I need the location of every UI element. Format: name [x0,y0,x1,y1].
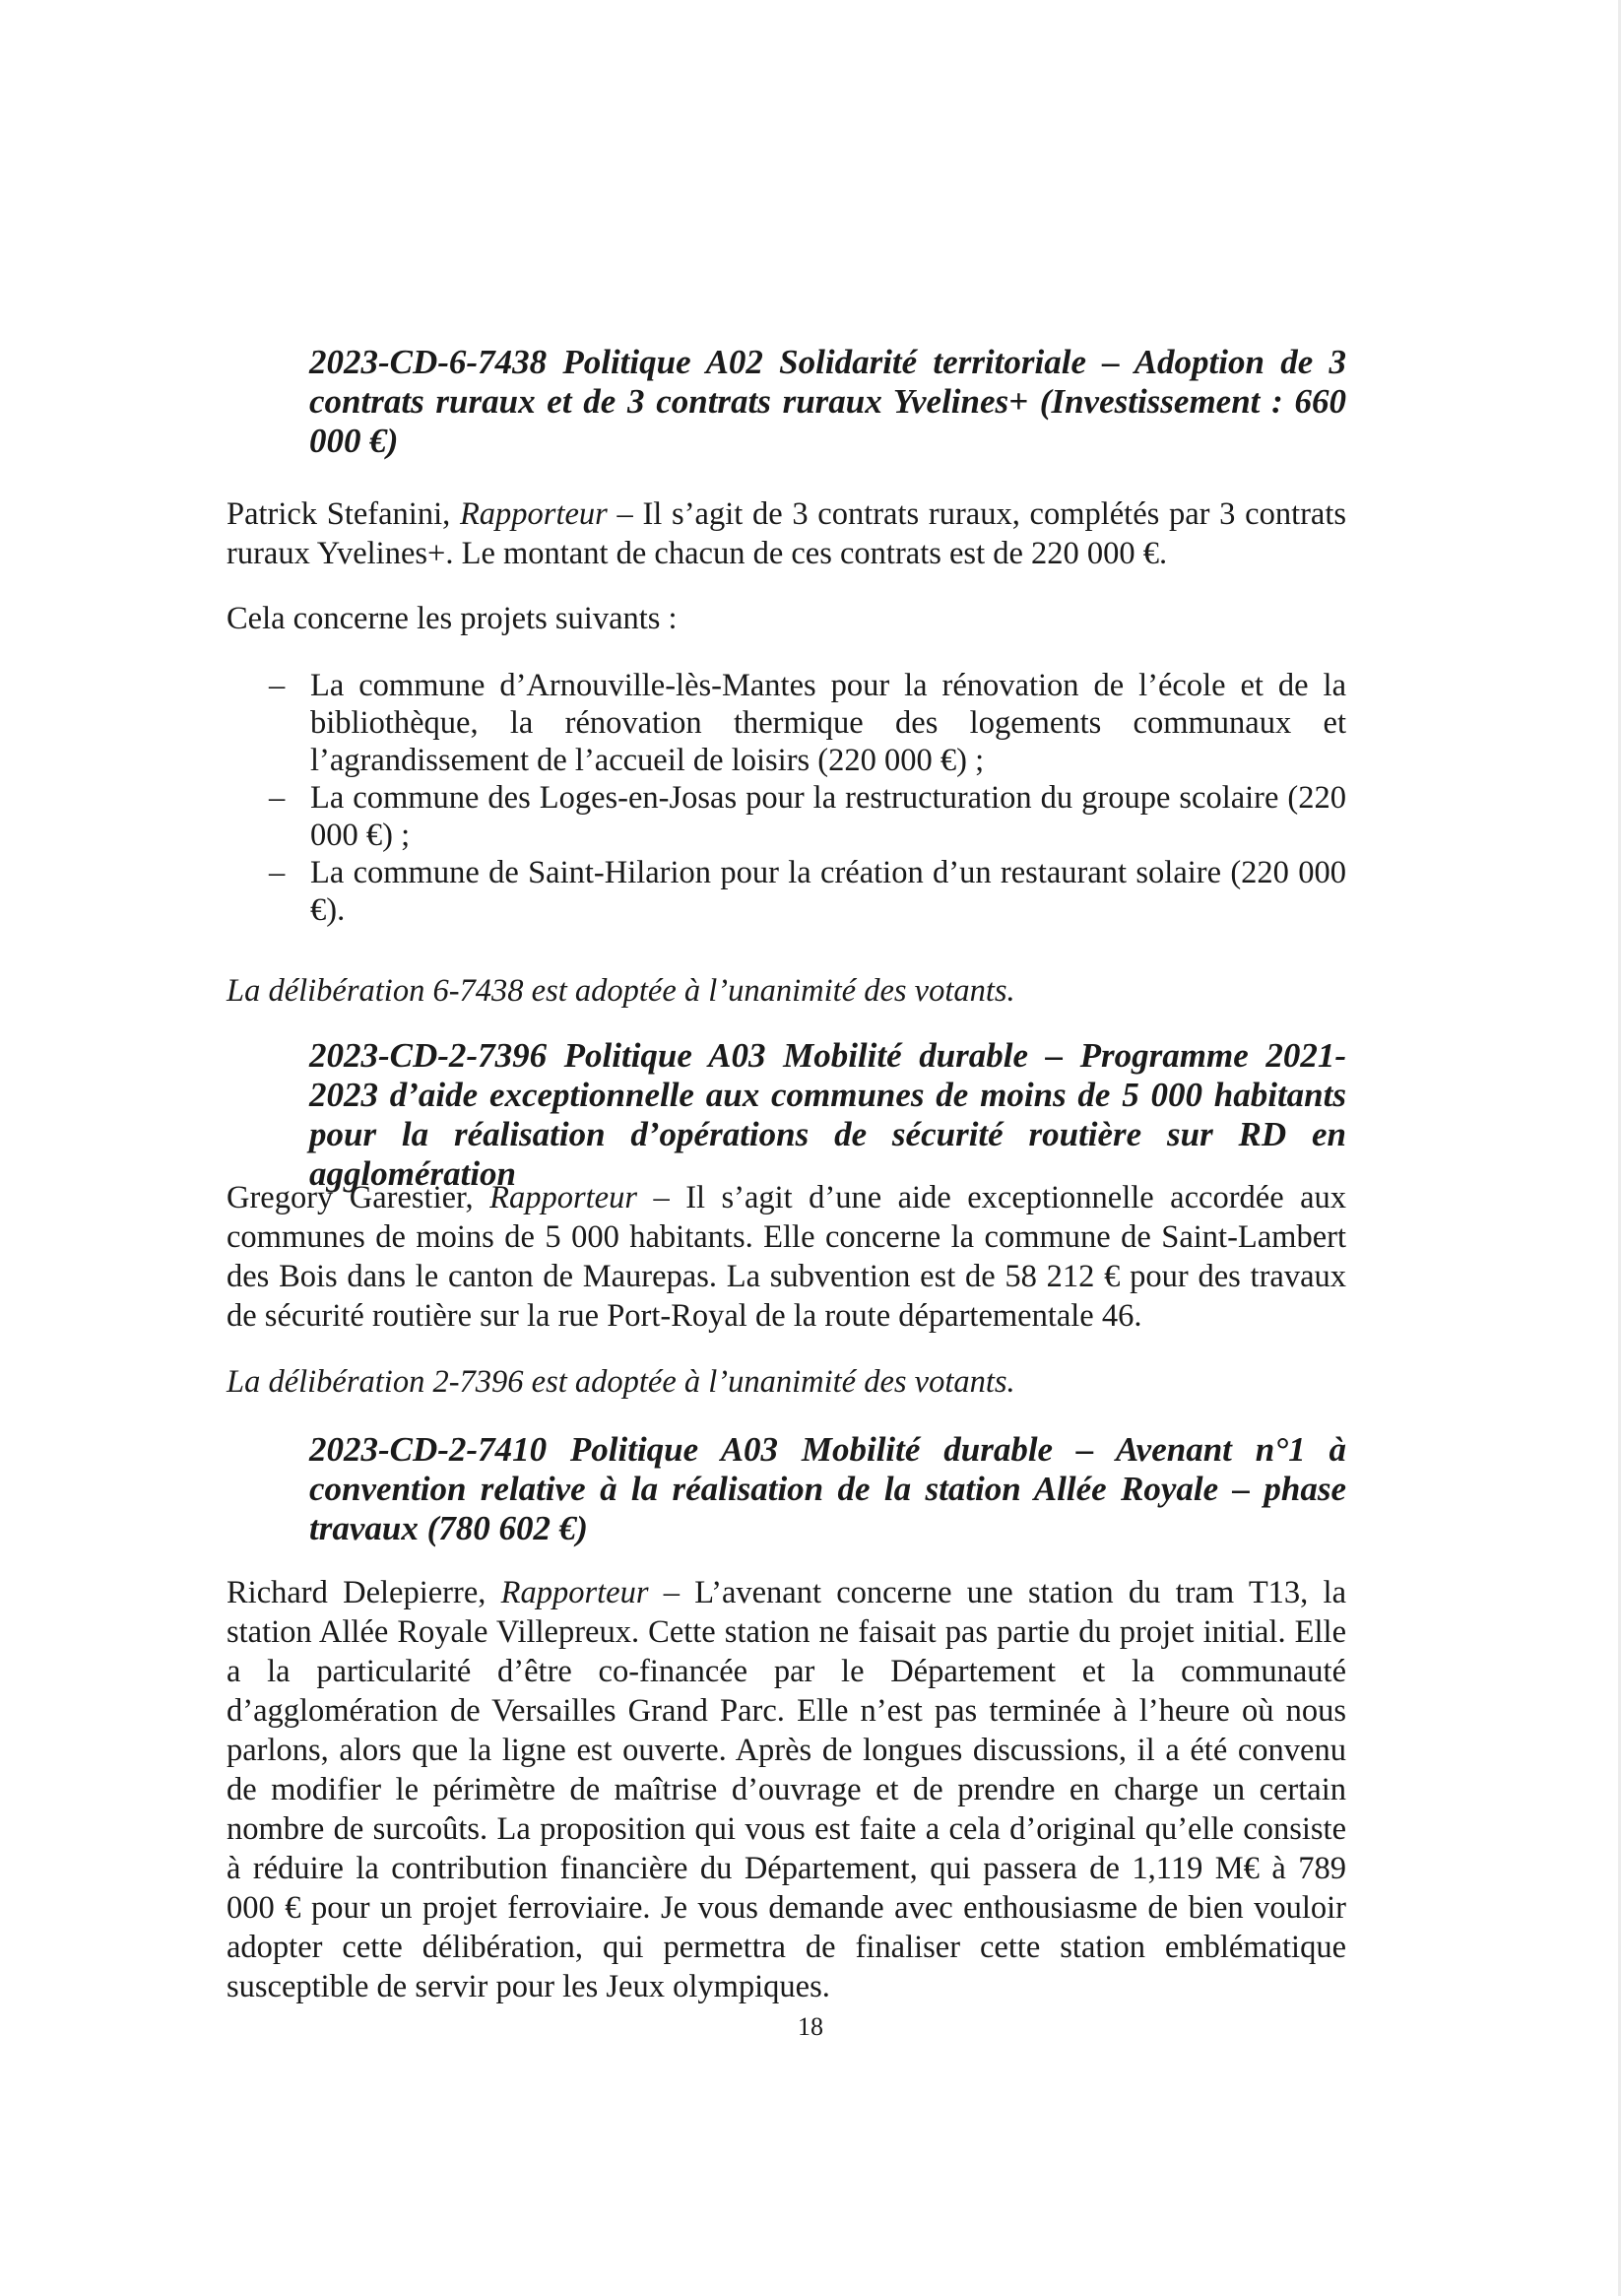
section-heading-6-7438: 2023-CD-6-7438 Politique A02 Solidarité territoriale – Adoption de 3 contrats ruraux et de 3 contrats ruraux Yvelines+ (Investissement : 660 000 €) [309,343,1346,460]
statement-text: – L’avenant concerne une station du tram T13, la station Allée Royale Villepreux. Cette station ne faisait pas partie du projet initial. Elle a la particularité d’être co-financée par le Département et la communauté d’agglomération de Versailles Grand Parc. Elle n’est pas terminée à l’heure où nous parlons, alors que la ligne est ouverte. Après de longues discussions, il a été convenu de modifier le périmètre de maîtrise d’ouvrage et de prendre en charge un certain nombre de surcoûts. La proposition qui vous est faite a cela d’original qu’elle consiste à réduire la contribution financière du Département, qui passera de 1,119 M€ à 789 000 € pour un projet ferroviaire. Je vous demande avec enthousiasme de bien vouloir adopter cette délibération, qui permettra de finaliser cette station emblématique susceptible de servir pour les Jeux olympiques. [227,1575,1346,2004]
list-item: – La commune des Loges-en-Josas pour la restructuration du groupe scolaire (220 000 €) ; [269,780,1346,853]
section-heading-2-7410: 2023-CD-2-7410 Politique A03 Mobilité durable – Avenant n°1 à convention relative à la réalisation de la station Allée Royale – phase travaux (780 602 €) [309,1430,1346,1547]
speaker-role: Rapporteur [500,1575,649,1610]
speaker-name: Gregory Garestier, [227,1180,474,1215]
speaker-name: Richard Delepierre, [227,1575,486,1610]
rapporteur-statement-stefanini [227,494,1346,573]
statement-text: – Il s’agit de 3 contrats ruraux, complétés par 3 contrats ruraux Yvelines+. Le montant de chacun de ces contrats est de 220 000 €. [227,496,1347,571]
speaker-role: Rapporteur [489,1180,638,1215]
projects-intro: Cela concerne les projets suivants : [227,601,678,636]
page-number: 18 [798,2012,823,2041]
speaker-name: Patrick Stefanini, [227,496,451,532]
speaker-role: Rapporteur [459,496,608,532]
rapporteur-statement-garestier [227,1178,1346,1336]
project-list [227,667,1346,929]
list-item: – La commune de Saint-Hilarion pour la création d’un restaurant solaire (220 000 €). [269,855,1346,928]
decision-2-7396: La délibération 2-7396 est adoptée à l’unanimité des votants. [227,1364,1015,1400]
rapporteur-statement-delepierre [227,1573,1346,2006]
decision-6-7438: La délibération 6-7438 est adoptée à l’unanimité des votants. [227,973,1015,1009]
statement-text: – Il s’agit d’une aide exceptionnelle accordée aux communes de moins de 5 000 habitants. Elle concerne la commune de Saint-Lambert des Bois dans le canton de Maurepas. La subvention est de 58 212 € pour des travaux de sécurité routière sur la rue Port-Royal de la route départementale 46. [227,1180,1347,1334]
section-heading-2-7396: 2023-CD-2-7396 Politique A03 Mobilité durable – Programme 2021-2023 d’aide exceptionnelle aux communes de moins de 5 000 habitants pour la réalisation d’opérations de sécurité routière sur RD en agglomération [309,1036,1346,1193]
list-item: – La commune d’Arnouville-lès-Mantes pour la rénovation de l’école et de la bibliothèque, la rénovation thermique des logements communaux et l’agrandissement de l’accueil de loisirs (220 000 €) ; [269,668,1346,778]
